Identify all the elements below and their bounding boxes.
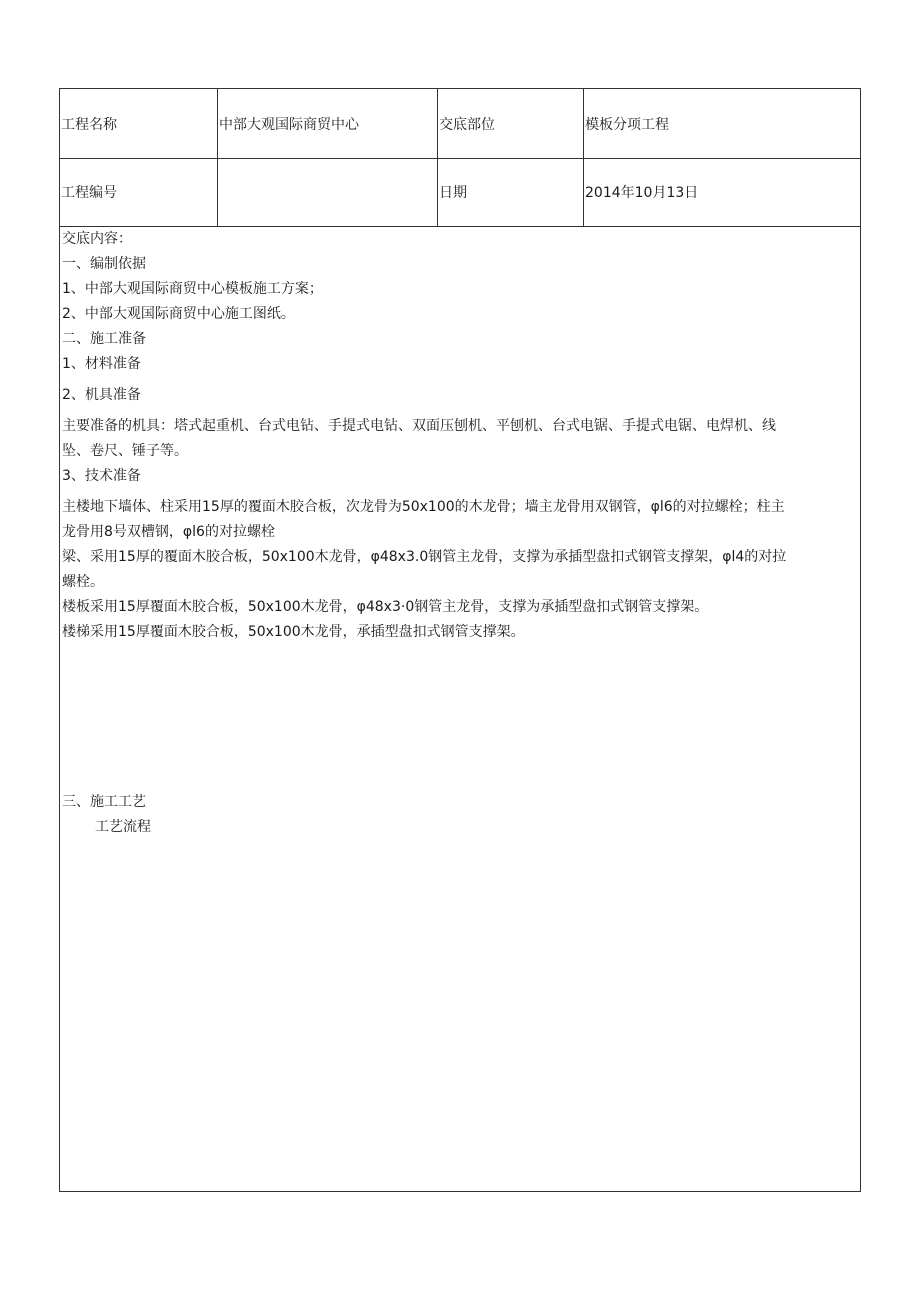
- paragraph-line: 主要准备的机具：塔式起重机、台式电钻、手提式电钻、双面压刨机、平刨机、台式电锯、手提式电锯、电焊机、线: [62, 418, 776, 434]
- disclosure-part-value: 模板分项工程: [585, 116, 669, 133]
- project-number-value: [219, 158, 437, 226]
- column-divider: [437, 158, 438, 226]
- date-label: 日期: [439, 185, 467, 201]
- subsection-heading: 1、材料准备: [62, 356, 141, 372]
- header-row-1: [60, 89, 860, 159]
- section-heading: 一、编制依据: [62, 256, 146, 272]
- subsection-heading: 工艺流程: [95, 819, 151, 835]
- paragraph-line: 楼板采用15厚覆面木胶合板，50x100木龙骨，φ48x3·0钢管主龙骨，支撑为承插型盘扣式钢管支撑架。: [62, 599, 709, 615]
- paragraph-line: 梁、采用15厚的覆面木胶合板，50x100木龙骨，φ48x3.0钢管主龙骨，支撑为承插型盘扣式钢管支撑架，φl4的对拉: [62, 549, 787, 565]
- disclosure-part-label: 交底部位: [439, 116, 495, 133]
- paragraph-line: 坠、卷尺、锤子等。: [62, 443, 188, 459]
- subsection-heading: 2、机具准备: [62, 387, 141, 403]
- list-item: 1、中部大观国际商贸中心模板施工方案；: [62, 281, 323, 297]
- column-divider: [217, 158, 218, 226]
- date-value: 2014年10月13日: [585, 185, 699, 201]
- paragraph-line: 主楼地下墙体、柱采用15厚的覆面木胶合板，次龙骨为50x100的木龙骨；墙主龙骨用双钢管，φl6的对拉螺栓；柱主: [62, 499, 785, 515]
- paragraph-line: 螺栓。: [62, 574, 104, 590]
- disclosure-form: [59, 88, 861, 1192]
- content-intro: 交底内容：: [62, 231, 132, 247]
- paragraph-line: 楼梯采用15厚覆面木胶合板，50x100木龙骨，承插型盘扣式钢管支撑架。: [62, 624, 525, 640]
- paragraph-line: 龙骨用8号双槽钢，φl6的对拉螺栓: [62, 524, 275, 540]
- disclosure-content: [60, 227, 860, 840]
- column-divider: [437, 89, 438, 158]
- project-number-label: 工程编号: [61, 185, 117, 201]
- section-heading: 二、施工准备: [62, 331, 146, 347]
- column-divider: [583, 89, 584, 158]
- subsection-heading: 3、技术准备: [62, 468, 141, 484]
- list-item: 2、中部大观国际商贸中心施工图纸。: [62, 306, 295, 322]
- column-divider: [583, 158, 584, 226]
- project-name-label: 工程名称: [61, 116, 117, 133]
- column-divider: [217, 89, 218, 158]
- section-heading: 三、施工工艺: [62, 794, 146, 810]
- header-row-2: [60, 158, 860, 227]
- project-name-value: 中部大观国际商贸中心: [219, 116, 359, 133]
